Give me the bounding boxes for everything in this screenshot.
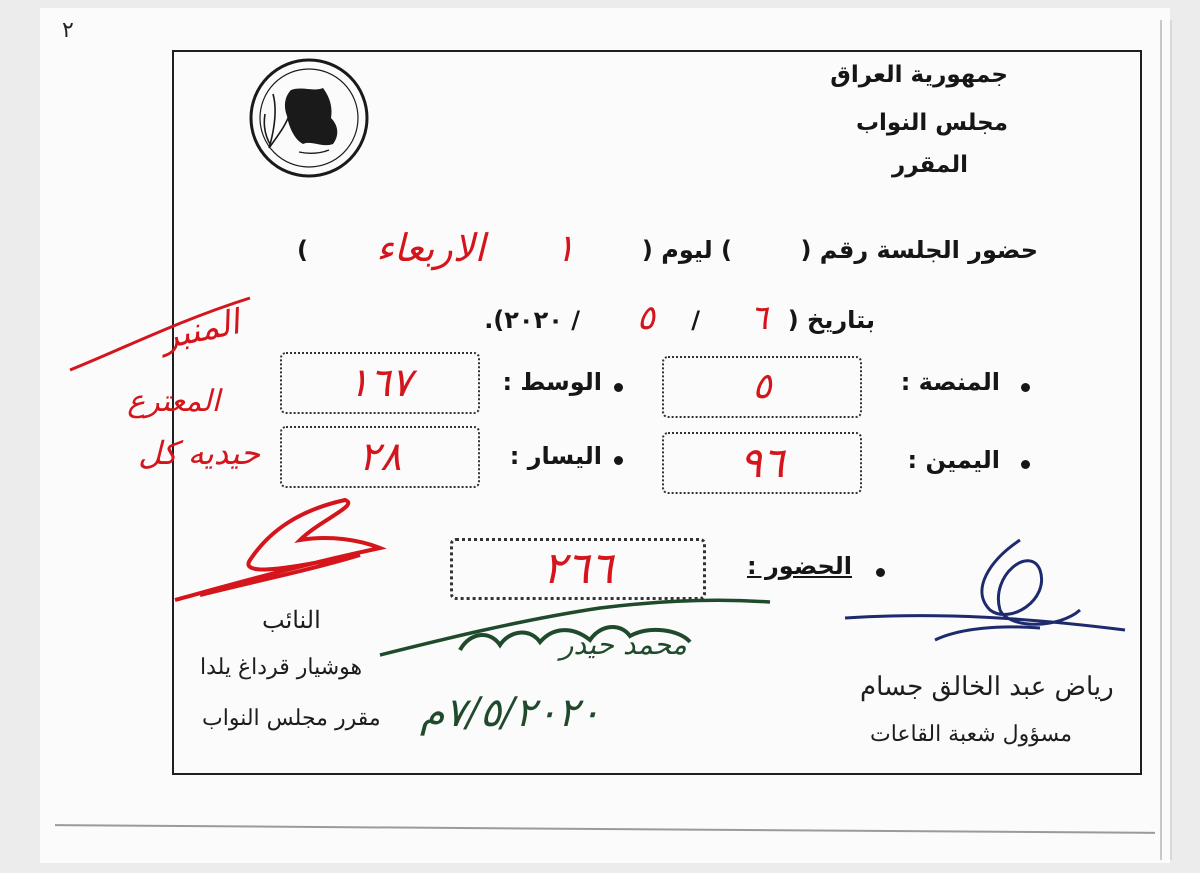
red-signature <box>175 500 380 600</box>
left-value-handwritten: ٢٨ <box>358 434 402 480</box>
platform-value-handwritten: ٥ <box>752 366 772 407</box>
corner-mark: ٢ <box>62 18 74 43</box>
right-value-handwritten: ٩٦ <box>739 438 785 487</box>
date-prefix: بتاريخ ( <box>787 306 875 334</box>
official-name: رياض عبد الخالق جسام <box>860 672 1114 702</box>
session-number-handwritten: ١ <box>554 226 575 270</box>
blue-signature <box>845 540 1125 640</box>
date-day-handwritten: ٦ <box>749 298 768 338</box>
header-republic: جمهورية العراق <box>830 62 1008 88</box>
deputy-role: مقرر مجلس النواب <box>202 706 381 731</box>
deputy-name: هوشيار قرداغ يلدا <box>200 655 363 680</box>
platform-label: المنصة : <box>900 368 1000 396</box>
annotation-line3: حيديه كل <box>138 434 260 472</box>
attendance-label: الحضور : <box>747 552 852 580</box>
day-prefix: ) ليوم ( <box>641 236 732 264</box>
center-label: الوسط : <box>502 368 602 396</box>
red-underline-stroke <box>70 298 250 370</box>
day-suffix: ) <box>297 236 308 264</box>
date-month-handwritten: ٥ <box>636 298 655 338</box>
date-separator: / <box>691 306 700 334</box>
annotation-line2: المعترع <box>127 384 220 419</box>
date-year: / ٢٠٢٠). <box>484 306 580 334</box>
official-role: مسؤول شعبة القاعات <box>870 722 1073 747</box>
annotation-line1: المنبر <box>157 302 244 358</box>
deputy-handwritten-note: محمد حيدر <box>560 628 687 661</box>
deputy-title: النائب <box>262 606 321 634</box>
header-council: مجلس النواب <box>855 110 1008 136</box>
session-prefix: حضور الجلسة رقم ( <box>800 236 1038 264</box>
center-value-handwritten: ١٦٧ <box>347 360 413 406</box>
left-label: اليسار : <box>509 442 602 470</box>
attendance-value-handwritten: ٢٦٦ <box>542 543 614 594</box>
right-label: اليمين : <box>907 446 1000 474</box>
day-handwritten: الاربعاء <box>376 226 485 270</box>
header-office: المقرر <box>891 152 968 178</box>
deputy-handwritten-date: ٧/٥/٢٠٢٠م <box>420 690 601 736</box>
